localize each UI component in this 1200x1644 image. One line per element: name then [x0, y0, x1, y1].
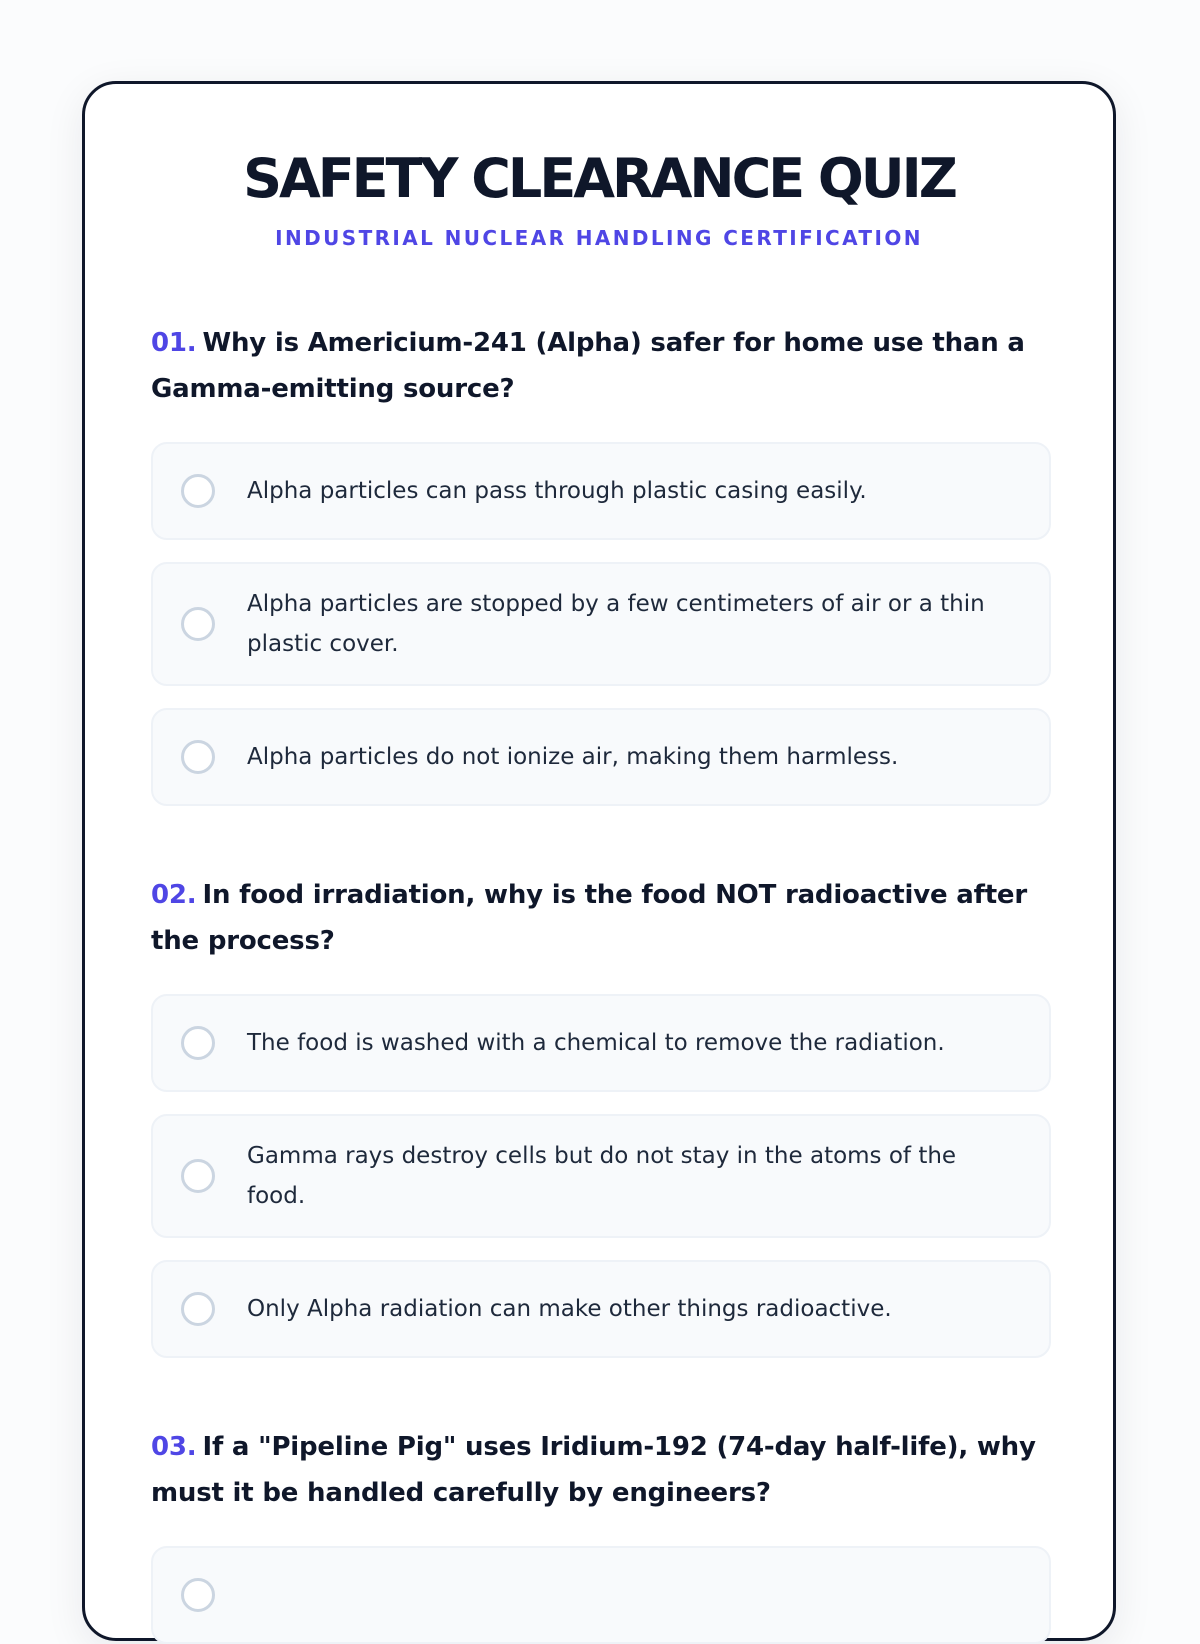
radio-button[interactable]	[181, 1159, 215, 1193]
question-3	[151, 1424, 1047, 1644]
answer-option[interactable]	[151, 562, 1051, 686]
radio-button[interactable]	[181, 1578, 215, 1612]
question-1	[151, 320, 1047, 806]
answer-option[interactable]	[151, 442, 1051, 540]
answer-option[interactable]	[151, 1114, 1051, 1238]
question-prompt: Why is Americium-241 (Alpha) safer for home use than a Gamma-emitting source?	[151, 328, 1025, 404]
radio-button[interactable]	[181, 1292, 215, 1326]
radio-button[interactable]	[181, 740, 215, 774]
answer-option-label: Gamma rays destroy cells but do not stay in the atoms of the food.	[247, 1143, 957, 1209]
question-2	[151, 872, 1047, 1358]
quiz-header	[151, 84, 1047, 250]
question-text	[151, 320, 1047, 412]
answer-option-label: Only Alpha radiation can make other things radioactive.	[247, 1296, 892, 1322]
question-number: 01.	[151, 328, 197, 358]
question-list	[151, 320, 1047, 1644]
answer-option[interactable]	[151, 1260, 1051, 1358]
question-prompt: In food irradiation, why is the food NOT radioactive after the process?	[151, 880, 1027, 956]
page-title: SAFETY CLEARANCE QUIZ	[243, 147, 955, 210]
answer-option-label: Alpha particles do not ionize air, making them harmless.	[247, 744, 899, 770]
question-prompt: If a "Pipeline Pig" uses Iridium-192 (74-day half-life), why must it be handled carefully by engineers?	[151, 1432, 1036, 1508]
question-text	[151, 872, 1047, 964]
answer-option-label: The food is washed with a chemical to remove the radiation.	[247, 1030, 945, 1056]
question-text	[151, 1424, 1047, 1516]
question-number: 03.	[151, 1432, 197, 1462]
question-number: 02.	[151, 880, 197, 910]
quiz-card	[82, 81, 1116, 1641]
answer-option[interactable]	[151, 1546, 1051, 1644]
page-subtitle: INDUSTRIAL NUCLEAR HANDLING CERTIFICATION	[275, 226, 923, 250]
answer-option-label: Alpha particles are stopped by a few centimeters of air or a thin plastic cover.	[247, 591, 985, 657]
radio-button[interactable]	[181, 1026, 215, 1060]
radio-button[interactable]	[181, 474, 215, 508]
radio-button[interactable]	[181, 607, 215, 641]
answer-option[interactable]	[151, 708, 1051, 806]
answer-option[interactable]	[151, 994, 1051, 1092]
answer-option-label: Alpha particles can pass through plastic casing easily.	[247, 478, 867, 504]
